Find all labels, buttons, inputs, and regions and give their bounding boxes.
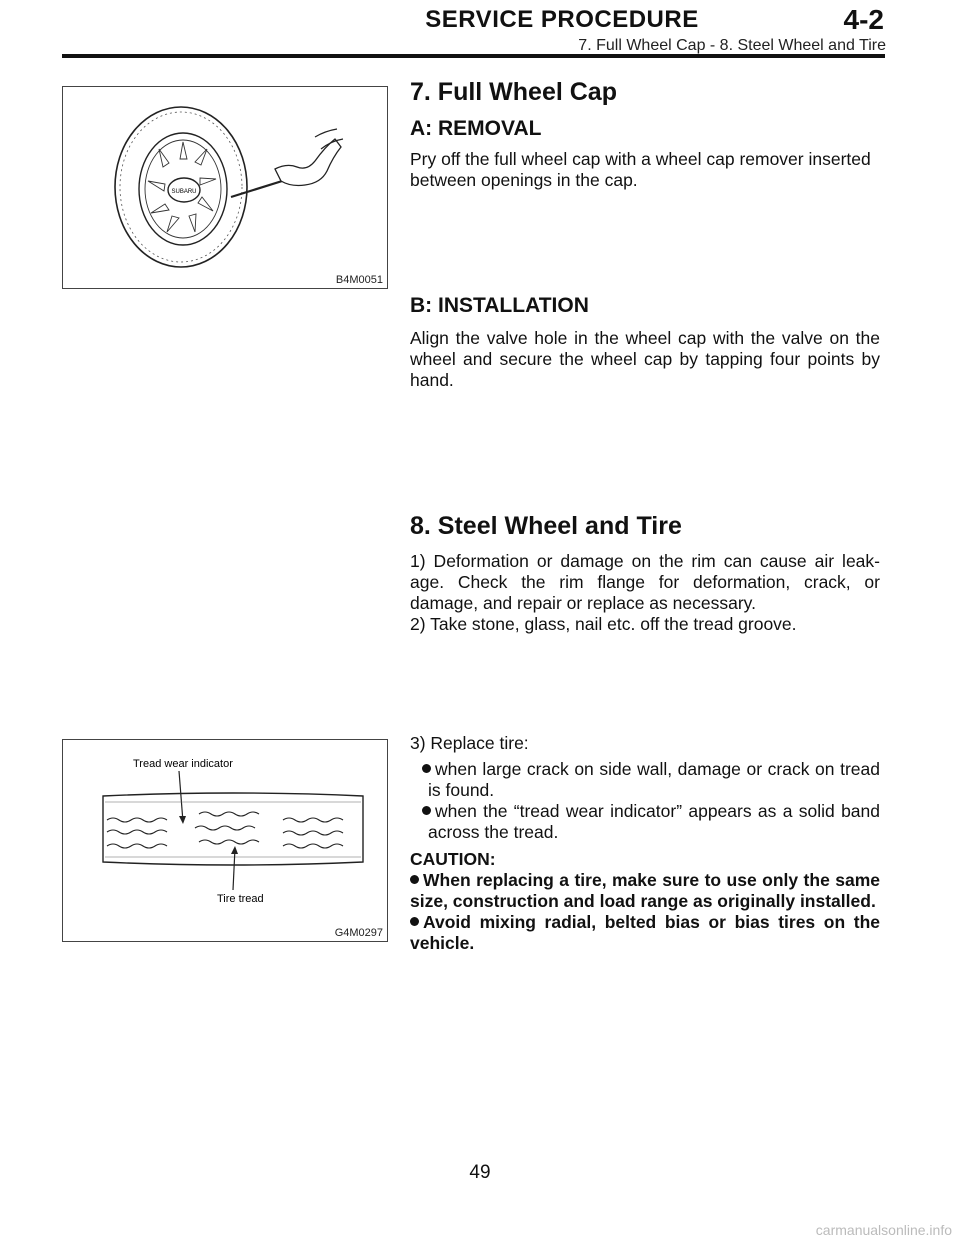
header-section-number: 4-2 — [843, 4, 884, 35]
figure-code: G4M0297 — [334, 927, 383, 939]
page-number: 49 — [469, 1162, 491, 1183]
section-steel-wheel-and-tire — [410, 512, 880, 635]
installation-block — [410, 294, 880, 391]
step-2-text: 2) Take stone, glass, nail etc. off the tread groove. — [410, 614, 797, 634]
step-1-text: 1) Deformation or damage on the rim can cause air leak-age. Check the rim flange for deformation, crack, or damage, and repair or replace as necessary. — [410, 551, 880, 613]
cap-badge-text: SUBARU — [171, 189, 197, 195]
installation-heading: B: INSTALLATION — [410, 294, 589, 317]
figure-code: B4M0051 — [335, 274, 383, 286]
bullet-icon — [410, 917, 419, 926]
tire-tread-illustration — [63, 740, 387, 941]
caution-text: Avoid mixing radial, belted bias or bias tires on the vehicle. — [410, 912, 880, 953]
replace-tire-block — [410, 733, 880, 954]
bullet-text: when the “tread wear indicator” appears as a solid band across the tread. — [428, 801, 880, 842]
section-title: 7. Full Wheel Cap — [410, 78, 617, 106]
list-item — [410, 759, 880, 801]
header-title: SERVICE PROCEDURE — [425, 6, 699, 33]
removal-heading: A: REMOVAL — [410, 117, 542, 140]
installation-text: Align the valve hole in the wheel cap with the valve on the wheel and secure the wheel cap by tapping four points by hand. — [410, 328, 880, 390]
header-subtitle: 7. Full Wheel Cap - 8. Steel Wheel and Tire — [578, 37, 886, 54]
removal-text: Pry off the full wheel cap with a wheel cap remover inserted between openings in the cap. — [410, 149, 871, 190]
figure-wheel-cap — [62, 86, 388, 289]
bullet-icon — [410, 875, 419, 884]
label-tread-wear-indicator: Tread wear indicator — [133, 758, 233, 770]
bullet-text: when large crack on side wall, damage or crack on tread is found. — [428, 759, 880, 800]
caution-heading: CAUTION: — [410, 849, 496, 869]
bullet-icon — [422, 806, 431, 815]
bullet-icon — [422, 764, 431, 773]
watermark: carmanualsonline.info — [815, 1222, 952, 1238]
figure-tire-tread — [62, 739, 388, 942]
label-tire-tread: Tire tread — [217, 893, 264, 905]
section-full-wheel-cap — [410, 78, 880, 191]
header-rule — [62, 54, 885, 58]
caution-item — [410, 912, 880, 954]
wheel-cap-illustration — [63, 87, 387, 288]
list-item — [410, 801, 880, 843]
caution-text: When replacing a tire, make sure to use only the same size, construction and load range as originally installed. — [410, 870, 880, 911]
caution-item — [410, 870, 880, 912]
section-title: 8. Steel Wheel and Tire — [410, 512, 682, 540]
step-3-text: 3) Replace tire: — [410, 733, 529, 753]
